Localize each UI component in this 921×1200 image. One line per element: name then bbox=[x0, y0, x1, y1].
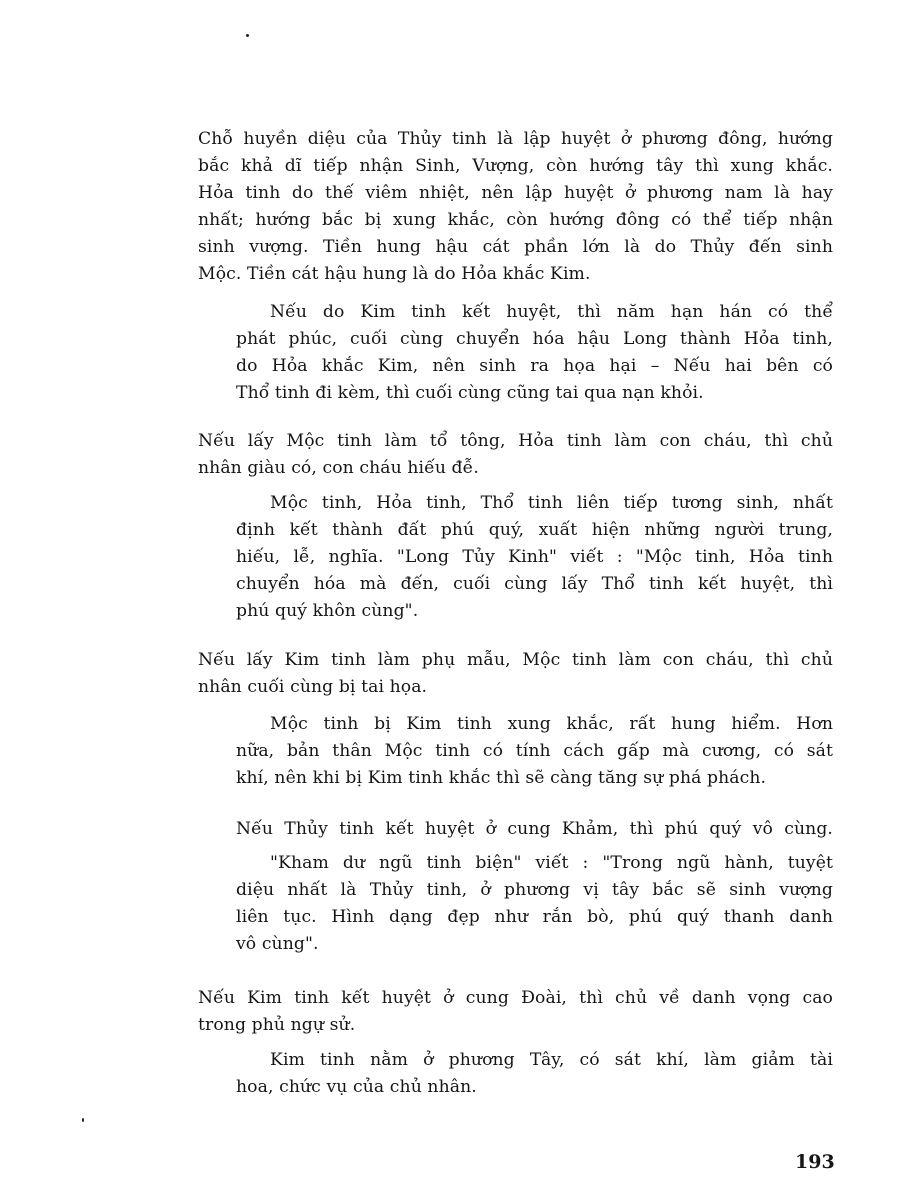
text-line: định kết thành đất phú quý, xuất hiện những người trung, bbox=[236, 520, 833, 540]
text-line: hiếu, lễ, nghĩa. "Long Tủy Kinh" viết : "Mộc tinh, Hỏa tinh bbox=[236, 547, 833, 567]
text-line: trong phủ ngự sử. bbox=[198, 1015, 356, 1035]
text-line: Nếu Kim tinh kết huyệt ở cung Đoài, thì chủ về danh vọng cao bbox=[198, 988, 833, 1008]
text-line: diệu nhất là Thủy tinh, ở phương vị tây bắc sẽ sinh vượng bbox=[236, 880, 833, 900]
scan-speck bbox=[246, 34, 249, 37]
text-line: Nếu lấy Kim tinh làm phụ mẫu, Mộc tinh làm con cháu, thì chủ bbox=[198, 650, 833, 670]
text-line: phú quý khôn cùng". bbox=[236, 601, 419, 621]
text-line: nhân giàu có, con cháu hiếu đễ. bbox=[198, 458, 479, 478]
text-line: nhân cuối cùng bị tai họa. bbox=[198, 677, 428, 697]
text-line: Kim tinh nằm ở phương Tây, có sát khí, làm giảm tài bbox=[270, 1050, 833, 1070]
text-line: Thổ tinh đi kèm, thì cuối cùng cũng tai qua nạn khỏi. bbox=[236, 383, 704, 403]
text-line: chuyển hóa mà đến, cuối cùng lấy Thổ tinh kết huyệt, thì bbox=[236, 574, 833, 594]
text-line: phát phúc, cuối cùng chuyển hóa hậu Long thành Hỏa tinh, bbox=[236, 329, 833, 349]
text-line: Mộc tinh bị Kim tinh xung khắc, rất hung hiểm. Hơn bbox=[270, 714, 833, 734]
text-line: nhất; hướng bắc bị xung khắc, còn hướng đông có thể tiếp nhận bbox=[198, 210, 833, 230]
text-line: hoa, chức vụ của chủ nhân. bbox=[236, 1077, 477, 1097]
text-line: nữa, bản thân Mộc tinh có tính cách gấp mà cương, có sát bbox=[236, 741, 833, 761]
text-line: Hỏa tinh do thế viêm nhiệt, nên lập huyệt ở phương nam là hay bbox=[198, 183, 833, 203]
text-line: khí, nên khi bị Kim tinh khắc thì sẽ càng tăng sự phá phách. bbox=[236, 768, 767, 788]
text-line: Nếu do Kim tinh kết huyệt, thì năm hạn hán có thể bbox=[270, 302, 833, 322]
page-number: 193 bbox=[795, 1151, 835, 1173]
text-line: Chỗ huyền diệu của Thủy tinh là lập huyệt ở phương đông, hướng bbox=[198, 129, 833, 149]
text-line: vô cùng". bbox=[236, 934, 319, 954]
text-line: bắc khả dĩ tiếp nhận Sinh, Vượng, còn hướng tây thì xung khắc. bbox=[198, 156, 833, 176]
scan-speck bbox=[82, 1118, 84, 1122]
text-line: "Kham dư ngũ tinh biện" viết : "Trong ngũ hành, tuyệt bbox=[270, 853, 833, 873]
text-line: Nếu lấy Mộc tinh làm tổ tông, Hỏa tinh làm con cháu, thì chủ bbox=[198, 431, 833, 451]
text-line: Mộc tinh, Hỏa tinh, Thổ tinh liên tiếp tương sinh, nhất bbox=[270, 493, 833, 513]
text-line: Nếu Thủy tinh kết huyệt ở cung Khảm, thì phú quý vô cùng. bbox=[236, 819, 833, 839]
text-line: sinh vượng. Tiền hung hậu cát phần lớn là do Thủy đến sinh bbox=[198, 237, 833, 257]
text-line: do Hỏa khắc Kim, nên sinh ra họa hại – Nếu hai bên có bbox=[236, 356, 833, 376]
text-line: liên tục. Hình dạng đẹp như rắn bò, phú quý thanh danh bbox=[236, 907, 833, 927]
text-line: Mộc. Tiền cát hậu hung là do Hỏa khắc Kim. bbox=[198, 264, 591, 284]
